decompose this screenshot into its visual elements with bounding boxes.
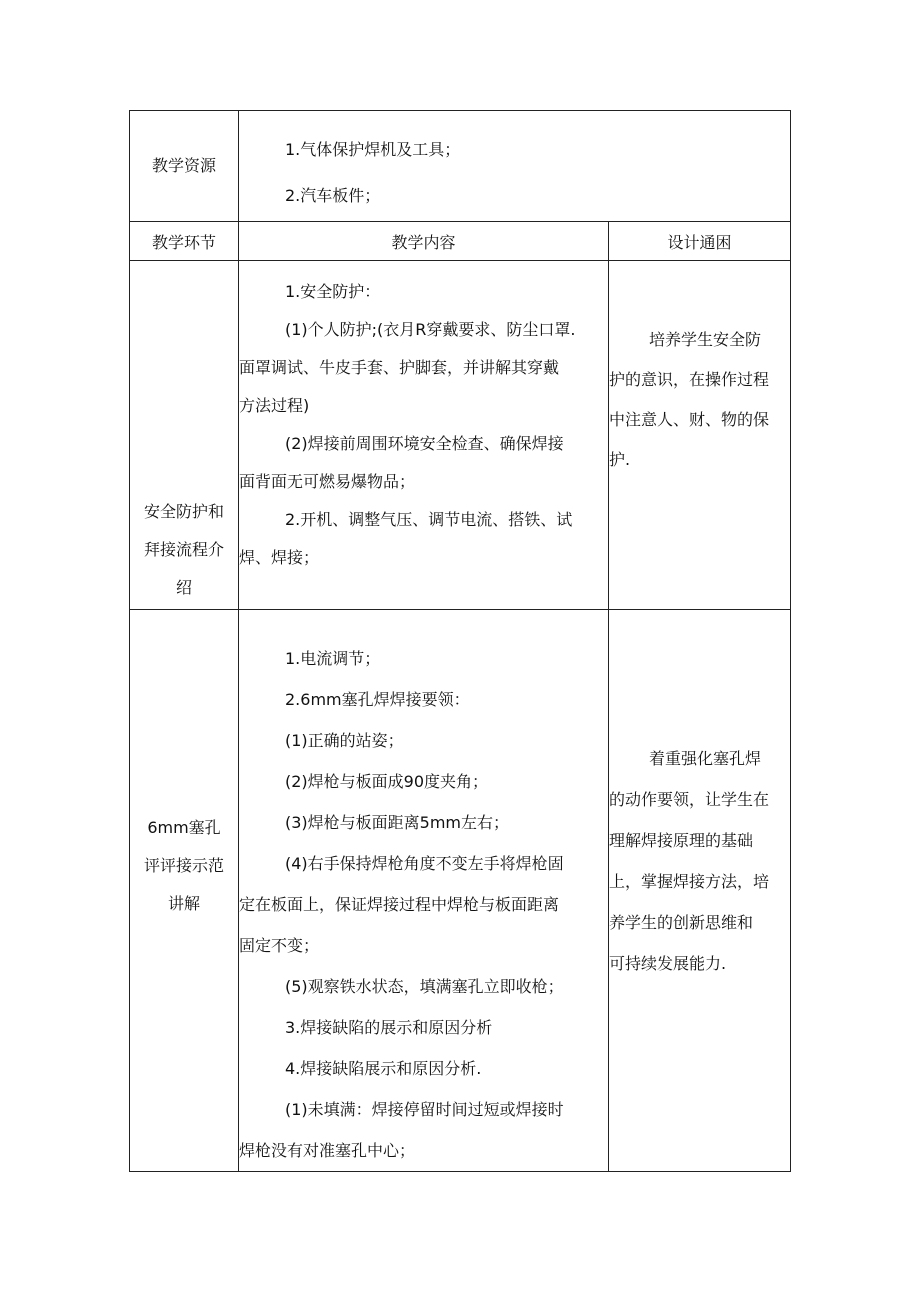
design-line: 理解焊接原理的基础 (609, 830, 754, 850)
header-content: 教学内容 (239, 222, 609, 261)
section-safety-label (130, 261, 239, 610)
content-line: 2.6mm塞孔焊焊接要领： (285, 690, 470, 709)
label-line: 评评接示范 (143, 855, 224, 875)
content-line: (2)焊接前周围环境安全检查、确保焊接 (285, 434, 564, 453)
design-line: 养学生的创新思维和 (609, 912, 754, 932)
content-line: (3)焊枪与板面距离5mm左右； (285, 813, 510, 832)
resources-content (239, 111, 791, 222)
section-welding-content (239, 610, 609, 1172)
label-line: 6mm塞孔 (147, 817, 221, 837)
section-safety-content (239, 261, 609, 610)
section-welding-label (130, 610, 239, 1172)
content-line: 1.电流调节； (285, 649, 381, 668)
content-line: 4.焊接缺陷展示和原因分析. (285, 1059, 482, 1078)
resources-item: 2.汽车板件； (285, 186, 381, 205)
content-line: 方法过程) (239, 396, 310, 415)
content-line: (2)焊枪与板面成90度夹角； (285, 772, 489, 791)
content-line: 1.安全防护： (285, 282, 381, 301)
content-line: 焊、焊接； (239, 548, 320, 567)
design-line: 护. (609, 450, 631, 469)
content-line: (1)个人防护;(衣月R穿戴要求、防尘口罩. (285, 320, 576, 339)
header-row (130, 222, 791, 261)
label-line: 安全防护和 (143, 502, 224, 521)
resources-item: 1.气体保护焊机及工具； (285, 140, 461, 159)
section-safety-row (130, 261, 791, 610)
content-line: 定在板面上，保证焊接过程中焊枪与板面距离 (239, 895, 560, 914)
content-line: 固定不变； (239, 936, 320, 955)
section-welding-design (609, 610, 791, 1172)
content-line: 面背面无可燃易爆物品； (239, 472, 416, 491)
header-design: 设计通困 (609, 222, 791, 261)
resources-label: 教学资源 (130, 111, 239, 222)
design-line: 着重强化塞孔焊 (649, 748, 762, 768)
content-line: 焊枪没有对准塞孔中心； (239, 1141, 416, 1160)
content-line: 2.开机、调整气压、调节电流、搭铁、试 (285, 510, 573, 529)
content-line: 面罩调试、牛皮手套、护脚套，并讲解其穿戴 (239, 358, 560, 377)
section-safety-design (609, 261, 791, 610)
design-line: 护的意识，在操作过程 (609, 370, 770, 389)
content-line: (4)右手保持焊枪角度不变左手将焊枪固 (285, 854, 564, 873)
design-line: 中注意人、财、物的保 (609, 410, 770, 429)
lesson-plan-table (129, 110, 791, 1172)
design-line: 可持续发展能力. (609, 953, 727, 973)
content-line: (5)观察铁水状态，填满塞孔立即收枪； (285, 977, 564, 996)
design-line: 的动作要领，让学生在 (609, 789, 770, 809)
section-welding-row (130, 610, 791, 1172)
label-line: 拜接流程介 (143, 540, 224, 559)
label-line: 绍 (175, 578, 192, 597)
content-line: (1)正确的站姿； (285, 731, 404, 750)
design-line: 培养学生安全防 (649, 330, 762, 349)
header-stage: 教学环节 (130, 222, 239, 261)
resources-row (130, 111, 791, 222)
label-line: 讲解 (167, 893, 200, 913)
content-line: 3.焊接缺陷的展示和原因分析 (285, 1018, 493, 1037)
content-line: (1)未填满：焊接停留时间过短或焊接时 (285, 1100, 564, 1119)
design-line: 上，掌握焊接方法，培 (609, 871, 770, 891)
